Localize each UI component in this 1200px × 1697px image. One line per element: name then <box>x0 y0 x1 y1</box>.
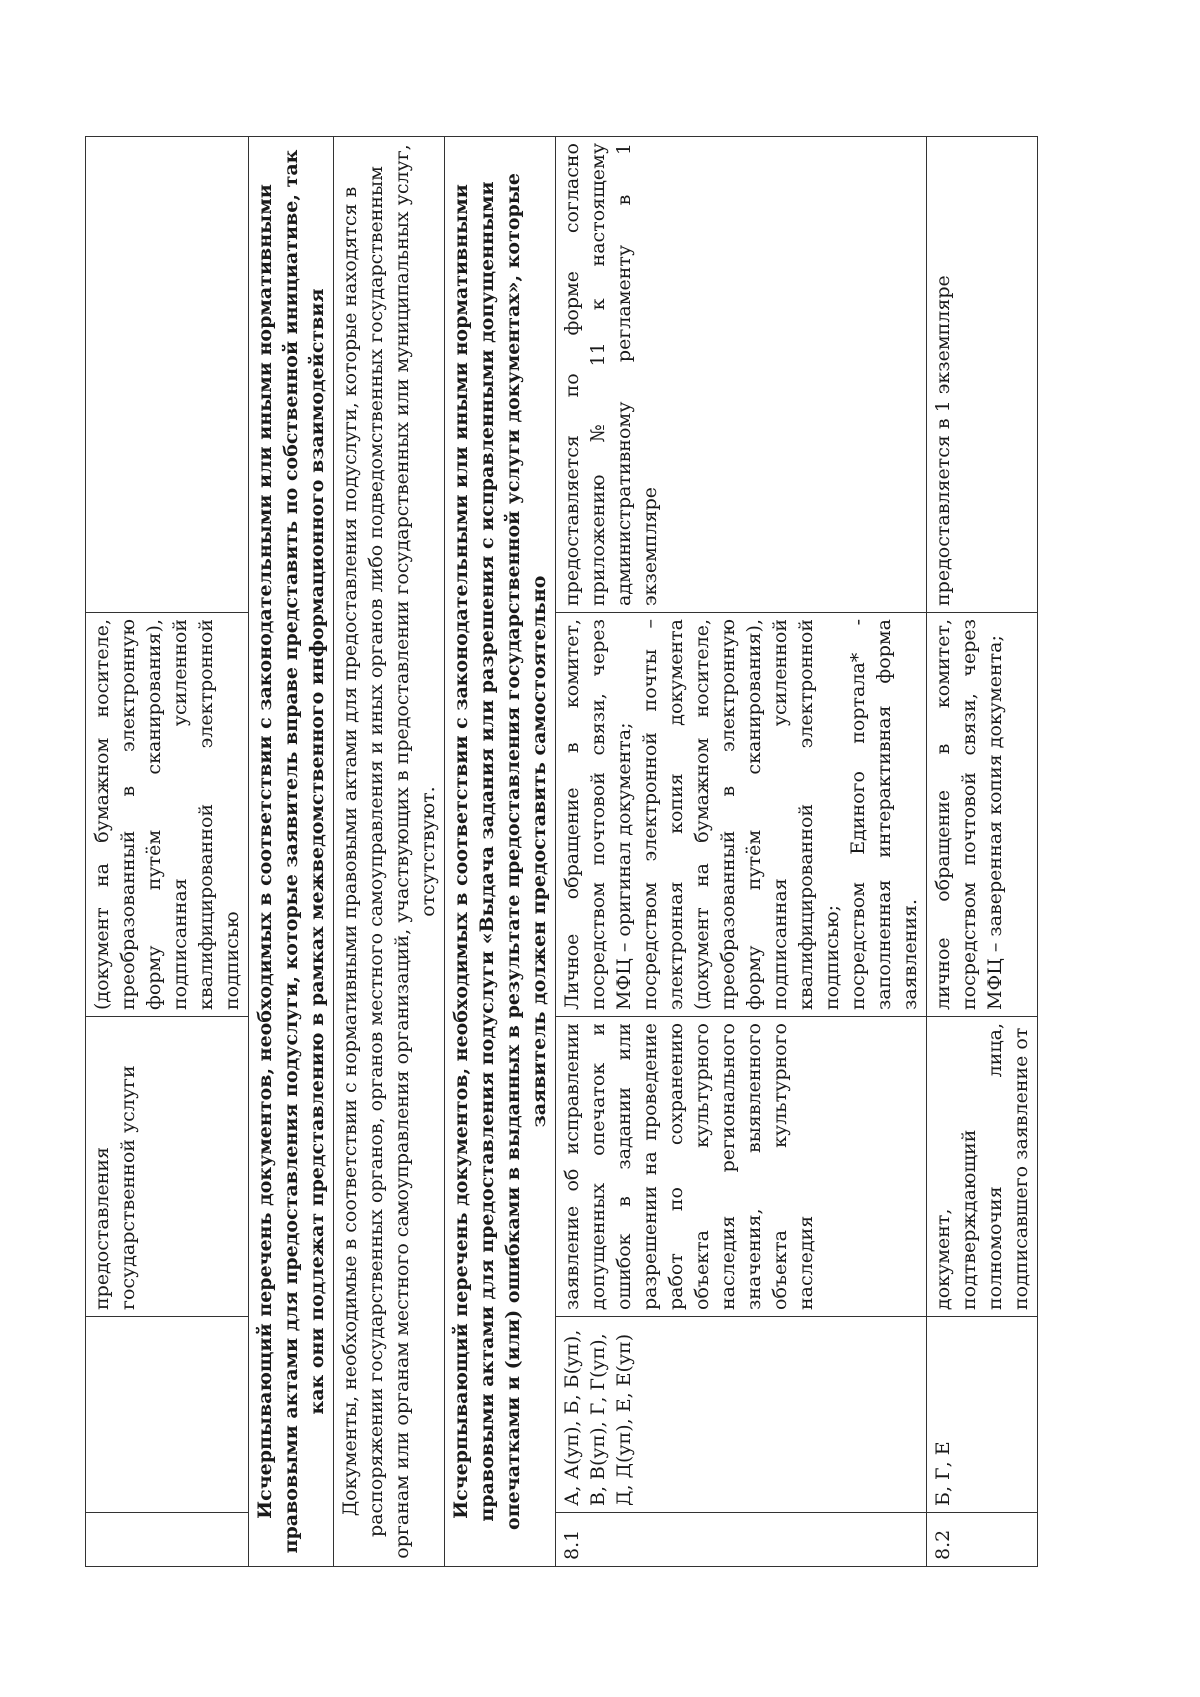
table-row <box>249 137 334 1567</box>
way-personal: Личное обращение в комитет, посредством почтовой связи, через МФЦ – оригинал документа; <box>561 619 635 1010</box>
cell-requirements: предоставляется по форме согласно приложению № 11 к настоящему административному регламенту в 1 экземпляре <box>556 137 927 613</box>
table-row <box>334 137 445 1567</box>
cell-document: документ, подтверждающий полномочия лица, подписавшего заявление от <box>927 1017 1038 1317</box>
cell-ways: личное обращение в комитет, посредством почтовой связи, через МФЦ – заверенная копия документа; <box>927 613 1038 1017</box>
way-portal: посредством Единого портала* - заполненная интерактивная форма заявления. <box>847 619 921 1010</box>
cell-requirements: предоставляется в 1 экземпляре <box>927 137 1038 613</box>
cell-requirements <box>86 137 249 613</box>
cell-applicants: Б, Г, Е <box>927 1317 1038 1513</box>
cell-ways: (документ на бумажном носителе, преобразованный в электронную форму путём сканирования), подписанная усиленной квалифицированной электронной подписью <box>86 613 249 1017</box>
cell-document: заявление об исправлении допущенных опечаток и ошибок в задании или разрешении на проведение работ по сохранению объекта культурного наследия регионального значения, выявленного объекта культурного наследия <box>556 1017 927 1317</box>
table-row <box>556 137 927 1567</box>
cell-num: 8.2 <box>927 1513 1038 1567</box>
cell-applicants <box>86 1317 249 1513</box>
cell-applicants: А, А(уп), Б, Б(уп), В, В(уп), Г, Г(уп), Д, Д(уп), Е, Е(уп) <box>556 1317 927 1513</box>
cell-ways <box>556 613 927 1017</box>
cell-document: предоставления государственной услуги <box>86 1017 249 1317</box>
way-email: посредством электронной почты – электронная копия документа (документ на бумажном носителе, преобразованный в электронную форму путём сканирования), подписанная усиленной квалифицированной электронной подписью; <box>639 619 843 1010</box>
section-header-mandatory-documents: Исчерпывающий перечень документов, необходимых в соответствии с законодательными или иными нормативными правовыми актами для предоставления подуслуги «Выдача задания или разрешения с исправленными допущенными опечатками и (или) ошибками в выданных в результате предоставления государственной услуги документах», которые заявитель должен предоставить самостоятельно <box>445 137 556 1567</box>
table-row <box>927 137 1038 1567</box>
section-info-interagency: Документы, необходимые в соответствии с нормативными правовыми актами для предоставления подуслуги, которые находятся в распоряжении государственных органов, органов местного самоуправления и иных органов либо подведомственных государственным органам или органам местного самоуправления организаций, участвующих в предоставлении государственных или муниципальных услуг, отсутствуют. <box>334 137 445 1567</box>
cell-num <box>86 1513 249 1567</box>
table-row <box>445 137 556 1567</box>
table-row <box>86 137 249 1567</box>
documents-table <box>85 136 1038 1567</box>
section-header-voluntary-documents: Исчерпывающий перечень документов, необходимых в соответствии с законодательными или иными нормативными правовыми актами для предоставления подуслуги, которые заявитель вправе представить по собственной инициативе, так как они подлежат представлению в рамках межведомственного информационного взаимодействия <box>249 137 334 1567</box>
cell-num: 8.1 <box>556 1513 927 1567</box>
